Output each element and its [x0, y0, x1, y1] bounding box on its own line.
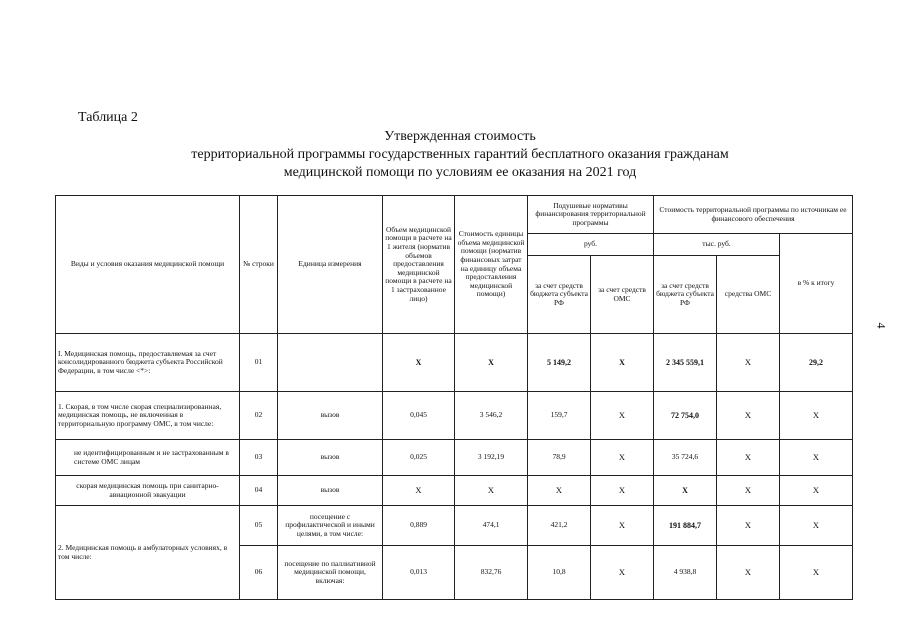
row-pc-budget: 78,9 — [528, 440, 591, 476]
table-row — [56, 392, 853, 440]
row-cost: 832,76 — [455, 546, 528, 600]
row-budget: 2 345 559,1 — [654, 334, 717, 392]
row-oms: X — [717, 476, 780, 506]
row-percent: X — [780, 546, 853, 600]
page-number: 4 — [874, 322, 889, 329]
row-no: 04 — [240, 476, 278, 506]
header-oms: средства ОМС — [717, 256, 780, 334]
row-cost: 474,1 — [455, 506, 528, 546]
row-budget: 4 938,8 — [654, 546, 717, 600]
row-pc-budget: 5 149,2 — [528, 334, 591, 392]
row-no: 02 — [240, 392, 278, 440]
row-pc-budget: 421,2 — [528, 506, 591, 546]
row-unit: посещение по паллиативной медицинской помощи, включая: — [278, 546, 383, 600]
row-name: не идентифицированным и не застрахованным в системе ОМС лицам — [56, 440, 240, 476]
header-unit-cost: Стоимость единицы объема медицинской помощи (норматив финансовых затрат на единицу объема предоставления медицинской помощи) — [455, 196, 528, 334]
table-row — [56, 440, 853, 476]
row-oms: X — [717, 440, 780, 476]
row-cost: 3 546,2 — [455, 392, 528, 440]
row-name: 1. Скорая, в том числе скорая специализированная, медицинская помощь, не включенная в территориальную программу ОМС, в том числе: — [56, 392, 240, 440]
table-row — [56, 476, 853, 506]
row-oms: X — [717, 334, 780, 392]
row-name: 2. Медицинская помощь в амбулаторных условиях, в том числе: — [56, 506, 240, 600]
cost-table — [55, 195, 853, 600]
row-pc-budget: 10,8 — [528, 546, 591, 600]
row-unit: вызов — [278, 476, 383, 506]
row-pc-budget: 159,7 — [528, 392, 591, 440]
row-volume: X — [383, 476, 455, 506]
row-pc-oms: X — [591, 546, 654, 600]
row-no: 01 — [240, 334, 278, 392]
row-cost: X — [455, 476, 528, 506]
header-volume: Объем медицинской помощи в расчете на 1 жителя (норматив объемов предоставления медицинской помощи в расчете на 1 застрахованное лицо) — [383, 196, 455, 334]
header-pc-oms: за счет средств ОМС — [591, 256, 654, 334]
row-pc-oms: X — [591, 440, 654, 476]
row-pc-oms: X — [591, 392, 654, 440]
row-name: I. Медицинская помощь, предоставляемая за счет консолидированного бюджета субъекта Российской Федерации, в том числе <*>: — [56, 334, 240, 392]
header-rub: руб. — [528, 234, 654, 256]
row-no: 06 — [240, 546, 278, 600]
row-oms: X — [717, 506, 780, 546]
row-pc-budget: X — [528, 476, 591, 506]
row-unit: вызов — [278, 440, 383, 476]
row-oms: X — [717, 392, 780, 440]
row-volume: X — [383, 334, 455, 392]
table-row — [56, 506, 853, 546]
heading-line-1: Утвержденная стоимость — [384, 129, 536, 144]
row-volume: 0,013 — [383, 546, 455, 600]
table-row — [56, 334, 853, 392]
row-cost: X — [455, 334, 528, 392]
row-budget: X — [654, 476, 717, 506]
row-budget: 72 754,0 — [654, 392, 717, 440]
row-volume: 0,025 — [383, 440, 455, 476]
heading-line-2: территориальной программы государственных гарантий бесплатного оказания гражданам — [191, 147, 729, 162]
header-unit: Единица измерения — [278, 196, 383, 334]
row-percent: X — [780, 392, 853, 440]
row-budget: 35 724,6 — [654, 440, 717, 476]
row-volume: 0,889 — [383, 506, 455, 546]
row-oms: X — [717, 546, 780, 600]
row-budget: 191 884,7 — [654, 506, 717, 546]
row-percent: X — [780, 476, 853, 506]
header-row-no: № строки — [240, 196, 278, 334]
header-kinds: Виды и условия оказания медицинской помощи — [56, 196, 240, 334]
row-unit: вызов — [278, 392, 383, 440]
row-volume: 0,045 — [383, 392, 455, 440]
row-no: 05 — [240, 506, 278, 546]
header-program-cost: Стоимость территориальной программы по источникам ее финансового обеспечения — [654, 196, 853, 234]
header-row-1 — [56, 196, 853, 234]
row-pc-oms: X — [591, 476, 654, 506]
header-pc-budget: за счет средств бюджета субъекта РФ — [528, 256, 591, 334]
header-thous-rub: тыс. руб. — [654, 234, 780, 256]
row-pc-oms: X — [591, 334, 654, 392]
row-cost: 3 192,19 — [455, 440, 528, 476]
row-name: скорая медицинская помощь при санитарно-авиационной эвакуации — [56, 476, 240, 506]
header-budget: за счет средств бюджета субъекта РФ — [654, 256, 717, 334]
row-no: 03 — [240, 440, 278, 476]
row-unit — [278, 334, 383, 392]
row-pc-oms: X — [591, 506, 654, 546]
row-percent: 29,2 — [780, 334, 853, 392]
header-per-capita: Подушевые нормативы финансирования территориальной программы — [528, 196, 654, 234]
table-label: Таблица 2 — [78, 110, 138, 125]
row-percent: X — [780, 506, 853, 546]
header-percent: в % к итогу — [780, 234, 853, 334]
heading-line-3: медицинской помощи по условиям ее оказания на 2021 год — [283, 165, 637, 180]
row-percent: X — [780, 440, 853, 476]
row-unit: посещение с профилактической и иными целями, в том числе: — [278, 506, 383, 546]
